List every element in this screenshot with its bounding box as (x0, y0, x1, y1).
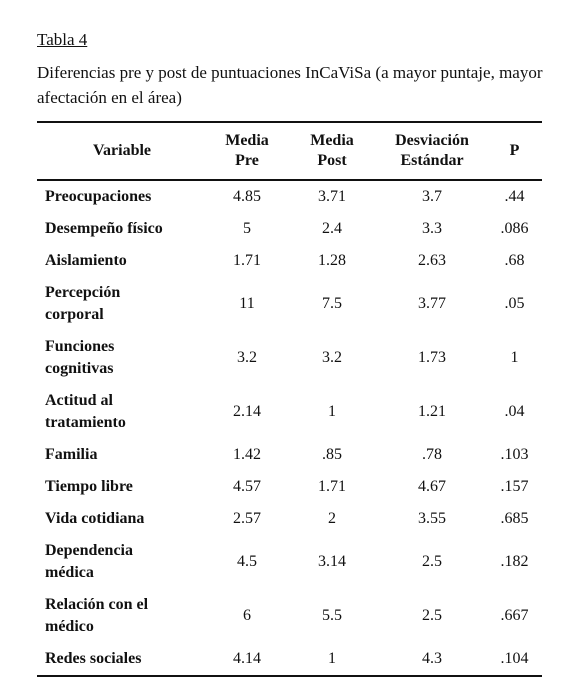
cell-variable: Aislamiento (45, 252, 127, 269)
cell-media-pre: 2.57 (233, 510, 261, 527)
cell-p: .667 (500, 607, 529, 624)
cell-variable: Percepción corporal (45, 284, 121, 323)
cell-media-post: 2 (328, 510, 336, 527)
cell-media-post: 7.5 (322, 295, 342, 312)
table-row (37, 180, 542, 213)
cell-p: .685 (500, 510, 529, 527)
cell-media-pre: 11 (239, 295, 255, 312)
cell-p: .103 (500, 446, 529, 463)
results-table (37, 121, 542, 677)
cell-media-pre: 4.14 (233, 650, 261, 667)
cell-p: .68 (504, 252, 525, 269)
cell-media-post: 3.14 (318, 553, 346, 570)
cell-desviacion: 2.5 (422, 607, 442, 624)
header-media-post: Media Post (310, 132, 354, 169)
cell-desviacion: 3.3 (422, 220, 442, 237)
cell-desviacion: 4.67 (418, 478, 446, 495)
cell-desviacion: 4.3 (422, 650, 442, 667)
cell-desviacion: 2.5 (422, 553, 442, 570)
cell-variable: Relación con el médico (45, 596, 149, 635)
cell-variable: Desempeño físico (45, 220, 163, 237)
cell-p: .086 (500, 220, 529, 237)
cell-desviacion: 3.7 (422, 188, 442, 205)
cell-variable: Tiempo libre (45, 478, 133, 495)
cell-p: .104 (500, 650, 529, 667)
header-p: P (509, 142, 520, 159)
cell-media-post: 3.71 (318, 188, 346, 205)
table-row (37, 385, 542, 439)
cell-desviacion: 3.77 (418, 295, 446, 312)
cell-media-pre: 4.57 (233, 478, 261, 495)
table-row (37, 503, 542, 535)
table-row (37, 471, 542, 503)
header-row (37, 122, 542, 180)
table-row (37, 213, 542, 245)
cell-media-post: 2.4 (322, 220, 342, 237)
cell-media-post: 1 (328, 403, 336, 420)
cell-p: .157 (500, 478, 529, 495)
cell-p: .04 (504, 403, 525, 420)
cell-p: 1 (510, 349, 519, 366)
cell-media-post: 1 (328, 650, 336, 667)
table-number: Tabla 4 (37, 30, 88, 49)
table-row (37, 439, 542, 471)
cell-desviacion: .78 (422, 446, 442, 463)
cell-p: .182 (500, 553, 529, 570)
cell-variable: Funciones cognitivas (45, 338, 115, 377)
table-row (37, 643, 542, 676)
cell-media-pre: 2.14 (233, 403, 261, 420)
cell-media-pre: 3.2 (237, 349, 257, 366)
table-row (37, 589, 542, 643)
cell-media-pre: 1.71 (233, 252, 261, 269)
cell-media-post: 1.71 (318, 478, 346, 495)
table-title: Diferencias pre y post de puntuaciones InCaViSa (a mayor puntaje, mayor afectación en el área) (37, 63, 543, 107)
table-row (37, 535, 542, 589)
header-media-pre: Media Pre (225, 132, 269, 169)
cell-variable: Vida cotidiana (45, 510, 145, 527)
cell-p: .05 (504, 295, 525, 312)
cell-media-pre: 4.5 (237, 553, 257, 570)
cell-media-post: 1.28 (318, 252, 346, 269)
cell-p: .44 (504, 188, 525, 205)
table-row (37, 331, 542, 385)
cell-desviacion: 1.21 (418, 403, 446, 420)
cell-desviacion: 2.63 (418, 252, 446, 269)
table-row (37, 245, 542, 277)
cell-media-pre: 1.42 (233, 446, 261, 463)
cell-variable: Dependencia médica (45, 542, 133, 581)
cell-media-pre: 5 (243, 220, 251, 237)
cell-variable: Preocupaciones (45, 188, 152, 205)
cell-media-post: 5.5 (322, 607, 342, 624)
cell-media-post: 3.2 (322, 349, 342, 366)
cell-desviacion: 1.73 (418, 349, 446, 366)
cell-media-post: .85 (322, 446, 342, 463)
table-row (37, 277, 542, 331)
cell-variable: Redes sociales (45, 650, 142, 667)
cell-variable: Actitud al tratamiento (45, 392, 126, 431)
cell-media-pre: 4.85 (233, 188, 261, 205)
cell-desviacion: 3.55 (418, 510, 446, 527)
header-variable: Variable (92, 142, 152, 159)
header-desviacion: Desviación Estándar (395, 132, 469, 169)
cell-variable: Familia (45, 446, 98, 463)
cell-media-pre: 6 (243, 607, 251, 624)
